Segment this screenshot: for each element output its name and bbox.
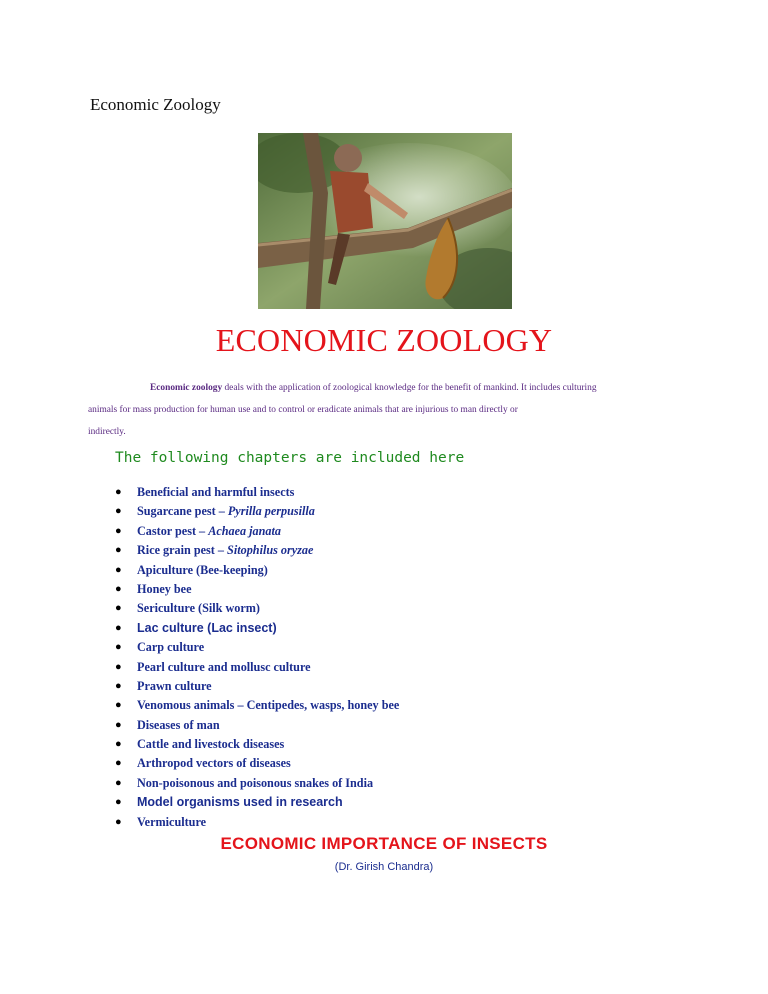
intro-line-1-text: deals with the application of zoological knowledge for the benefit of mankind. It includes culturing: [222, 383, 597, 393]
list-item: ● Apiculture (Bee-keeping): [110, 561, 399, 580]
honey-gathering-image: [258, 133, 512, 309]
document-title: Economic Zoology: [90, 95, 221, 114]
list-item: ● Honey bee: [110, 580, 399, 599]
bullet-icon: ●: [115, 679, 122, 692]
list-item: ● Venomous animals – Centipedes, wasps, honey bee: [110, 696, 399, 715]
bullet-icon: ●: [115, 544, 122, 557]
bullet-icon: ●: [115, 699, 122, 712]
bullet-icon: ●: [115, 776, 122, 789]
list-item: ● Diseases of man: [110, 716, 399, 735]
list-item: ● Non-poisonous and poisonous snakes of India: [110, 774, 399, 793]
list-item: ● Prawn culture: [110, 677, 399, 696]
bullet-icon: ●: [115, 718, 122, 731]
list-item: ● Sericulture (Silk worm): [110, 599, 399, 618]
chapter-list: [110, 483, 399, 832]
list-item: ● Pearl culture and mollusc culture: [110, 658, 399, 677]
bullet-icon: ●: [115, 621, 122, 634]
bullet-icon: ●: [115, 641, 122, 654]
bullet-icon: ●: [115, 738, 122, 751]
bullet-icon: ●: [115, 602, 122, 615]
list-item: ● Vermiculture: [110, 813, 399, 832]
bullet-icon: ●: [115, 660, 122, 673]
bullet-icon: ●: [115, 582, 122, 595]
author-line: (Dr. Girish Chandra): [334, 861, 434, 873]
main-heading: ECONOMIC ZOOLOGY: [215, 322, 553, 358]
chapters-heading: The following chapters are included here: [115, 450, 465, 466]
bullet-icon: ●: [115, 563, 122, 576]
list-item: ● Beneficial and harmful insects: [110, 483, 399, 502]
bullet-icon: ●: [115, 796, 122, 809]
list-item: ● Model organisms used in research: [110, 793, 399, 812]
list-item: ● Lac culture (Lac insect): [110, 619, 399, 638]
intro-line-3: indirectly.: [88, 427, 126, 437]
intro-line-1: [88, 377, 688, 399]
list-item: ● Arthropod vectors of diseases: [110, 754, 399, 773]
list-item: ● Rice grain pest – Sitophilus oryzae: [110, 541, 399, 560]
intro-paragraph: [88, 377, 688, 443]
bullet-icon: ●: [115, 524, 122, 537]
list-item: ● Sugarcane pest – Pyrilla perpusilla: [110, 502, 399, 521]
list-item: ● Cattle and livestock diseases: [110, 735, 399, 754]
list-item: ● Carp culture: [110, 638, 399, 657]
intro-line-2: animals for mass production for human use and to control or eradicate animals that are injurious to man directly or: [88, 405, 518, 415]
bullet-icon: ●: [115, 757, 122, 770]
intro-bold-term: Economic zoology: [150, 383, 223, 393]
bullet-icon: ●: [115, 815, 122, 828]
bullet-icon: ●: [115, 486, 122, 498]
honey-gathering-photo: [258, 133, 512, 309]
bullet-icon: ●: [115, 505, 122, 518]
importance-heading: ECONOMIC IMPORTANCE OF INSECTS: [220, 834, 548, 853]
list-item: ● Castor pest – Achaea janata: [110, 522, 399, 541]
